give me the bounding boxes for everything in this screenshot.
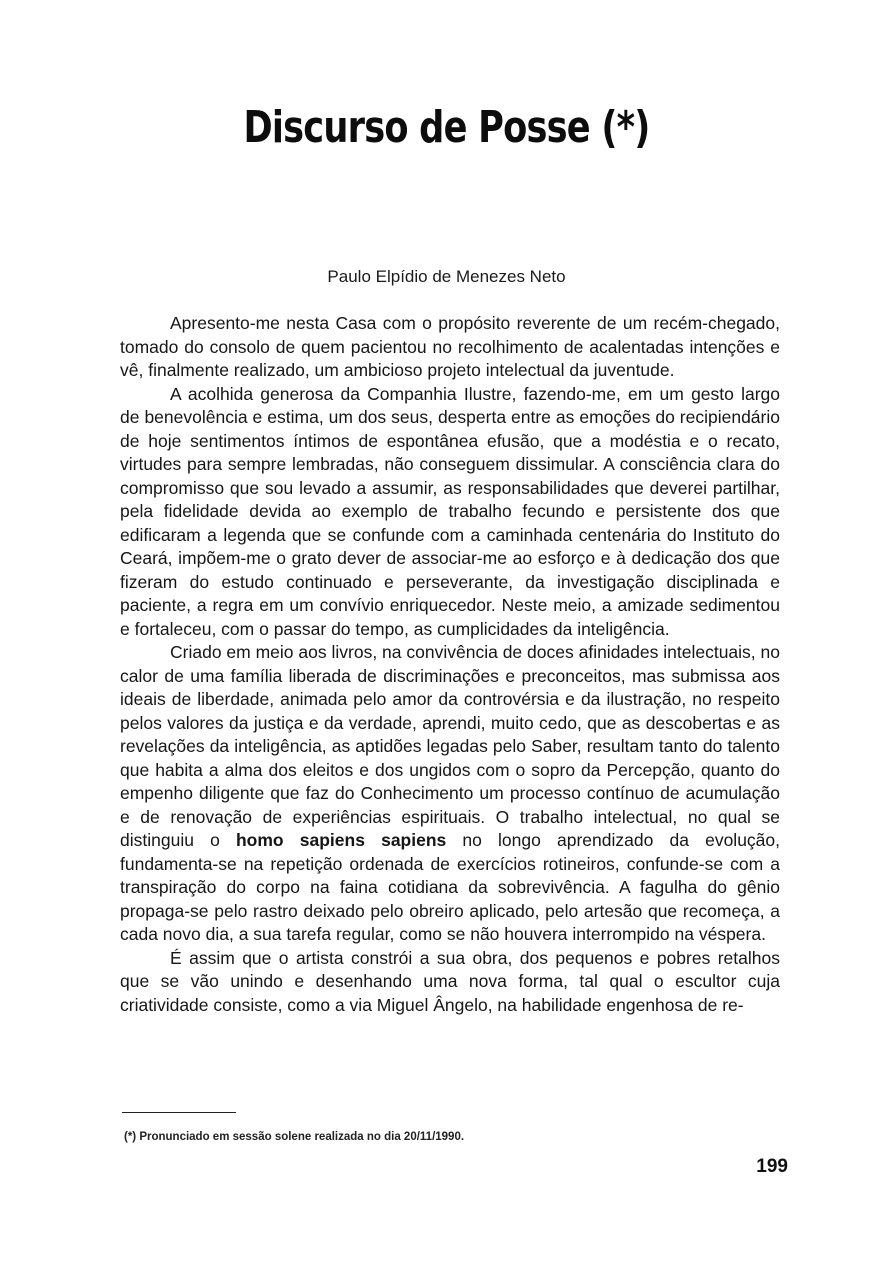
paragraph-3	[120, 641, 780, 947]
paragraph-4-text: É assim que o artista constrói a sua obra, dos pequenos e pobres retalhos que se vão unindo e desenhando uma nova forma, tal qual o escultor cuja criatividade consiste, como a via Miguel Ângelo, na habilidade engenhosa de re-	[120, 947, 780, 1015]
footnote-rule	[122, 1112, 236, 1113]
paragraph-1	[120, 312, 780, 383]
paragraph-4	[120, 947, 780, 1018]
body-text	[120, 312, 780, 1017]
footnote: (*) Pronunciado em sessão solene realizada no dia 20/11/1990.	[124, 1131, 465, 1143]
page-number: 199	[756, 1156, 788, 1177]
paragraph-2-text: A acolhida generosa da Companhia Ilustre, fazendo-me, em um gesto largo de benevolência e estima, um dos seus, desperta entre as emoções do recipiendário de hoje sentimentos íntimos de espontânea efusão, que a modéstia e o recato, virtudes para sempre lembradas, não conseguem dissimular. A consciência clara do compromisso que sou levado a assumir, as responsabilidades que deverei partilhar, pela fidelidade devida ao exemplo de trabalho fecundo e persistente dos que edificaram a legenda que se confunde com a caminhada centenária do Instituto do Ceará, impõem-me o grato dever de associar-me ao esforço e à dedicação dos que fizeram do estudo continuado e perseverante, da investigação disciplinada e paciente, a regra em um convívio enriquecedor. Neste meio, a amizade sedimentou e fortaleceu, com o passar do tempo, as cumplicidades da inteligência.	[120, 383, 780, 639]
paragraph-1-text: Apresento-me nesta Casa com o propósito reverente de um recém-chegado, tomado do consolo de quem pacientou no recolhimento de acalentadas intenções e vê, finalmente realizado, um ambicioso projeto intelectual da juventude.	[120, 313, 780, 380]
author-name: Paulo Elpídio de Menezes Neto	[327, 267, 566, 286]
page-title: Discurso de Posse (*)	[243, 102, 650, 153]
paragraph-3-bold-term: homo sapiens sapiens	[235, 830, 447, 850]
paragraph-3-text-a: Criado em meio aos livros, na convivência de doces afinidades intelectuais, no calor de uma família liberada de discriminações e preconceitos, mas submissa aos ideais de liberdade, animada pelo amor da controvérsia e da ilustração, no respeito pelos valores da justiça e da verdade, aprendi, muito cedo, que as descobertas e as revelações da inteligência, as aptidões legadas pelo Saber, resultam tanto do talento que habita a alma dos eleitos e dos ungidos com o sopro da Percepção, quanto do empenho diligente que faz do Conhecimento um processo contínuo de acumulação e de renovação de experiências espirituais. O trabalho intelectual, no qual se distinguiu o	[120, 642, 780, 850]
paragraph-2	[120, 383, 780, 642]
paragraph-3-text-b: no longo aprendizado da evolução, fundamenta-se na repetição ordenada de exercícios rotineiros, confunde-se com a transpiração do corpo na faina cotidiana da sobrevivência. A fagulha do gênio propaga-se pelo rastro deixado pelo obreiro aplicado, pelo artesão que recomeça, a cada novo dia, a sua tarefa regular, como se não houvera interrompido na véspera.	[120, 830, 780, 944]
